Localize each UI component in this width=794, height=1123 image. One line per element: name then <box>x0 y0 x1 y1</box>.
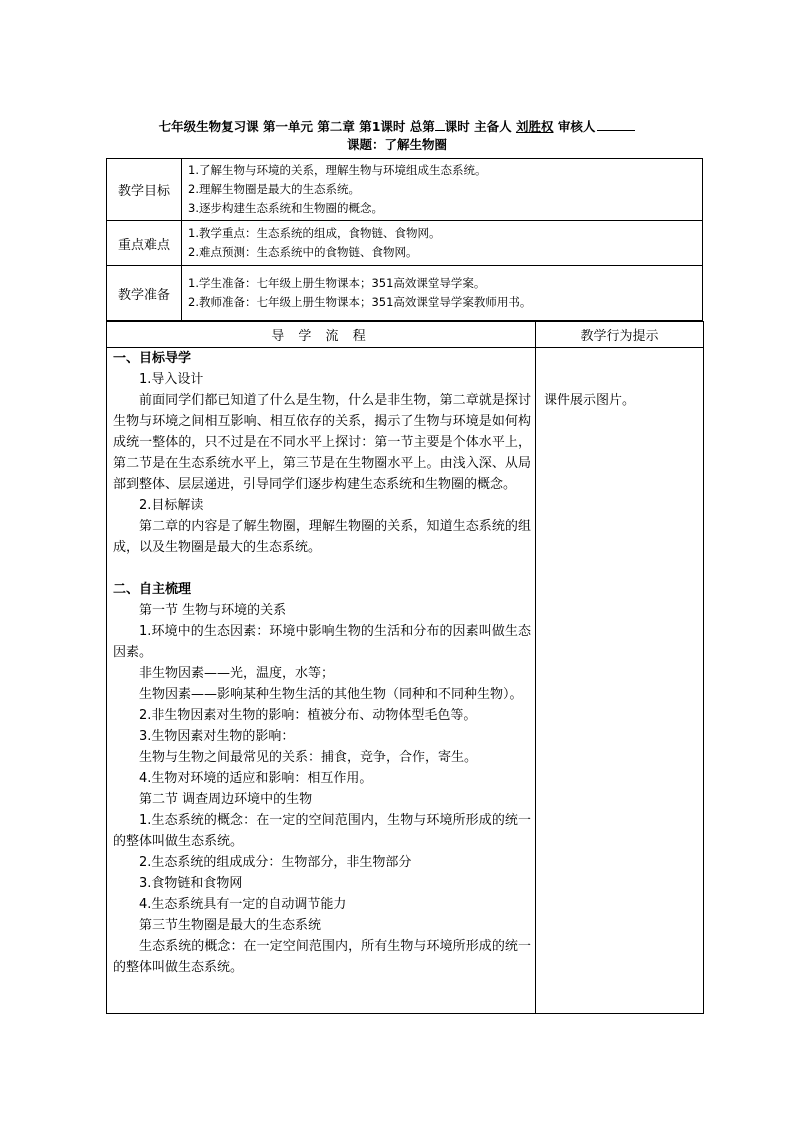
hint-content: 课件展示图片。 <box>536 348 704 1014</box>
flow-column-header: 导 学 流 程 <box>107 322 536 348</box>
hint-column-header: 教学行为提示 <box>536 322 704 348</box>
preparer-name: 刘胜权 <box>515 119 554 134</box>
subheading: 第二节 调查周边环境中的生物 <box>139 792 313 807</box>
section-title: 二、自主梳理 <box>113 582 192 597</box>
list-item: 3.食物链和食物网 <box>139 876 243 891</box>
info-label-key-points: 重点难点 <box>107 221 182 266</box>
info-label-preparation: 教学准备 <box>107 266 182 321</box>
guided-flow-table <box>106 321 704 1014</box>
document-title: 七年级生物复习课 第一单元 第二章 第1课时 总第 课时 主备人 刘胜权 审核人 <box>0 119 794 135</box>
list-item: 生物与生物之间最常见的关系：捕食，竞争，合作，寄生。 <box>139 750 478 765</box>
subheading: 第三节生物圈是最大的生态系统 <box>139 918 322 933</box>
info-content-preparation: 1.学生准备：七年级上册生物课本；351高效课堂导学案。 2.教师准备：七年级上册生物课本；351高效课堂导学案教师用书。 <box>182 266 703 321</box>
flow-content <box>107 348 536 1014</box>
list-item: 3.生物因素对生物的影响： <box>139 729 295 744</box>
list-item: 非生物因素——光，温度，水等； <box>139 666 335 681</box>
paragraph: 第二章的内容是了解生物圈，理解生物圈的关系，知道生态系统的组成，以及生物圈是最大的生态系统。 <box>113 519 531 555</box>
subheading: 第一节 生物与环境的关系 <box>139 603 287 618</box>
info-label-goals: 教学目标 <box>107 159 182 221</box>
list-item: 4.生态系统具有一定的自动调节能力 <box>139 897 347 912</box>
list-item: 2.生态系统的组成成分：生物部分，非生物部分 <box>139 855 412 870</box>
subheading: 2.目标解读 <box>139 498 204 513</box>
list-item: 1.环境中的生态因素：环境中影响生物的生活和分布的因素叫做生态因素。 <box>113 624 531 660</box>
subheading: 1.导入设计 <box>139 372 204 387</box>
list-item: 生态系统的概念：在一定空间范围内，所有生物与环境所形成的统一的整体叫做生态系统。 <box>113 939 531 975</box>
list-item: 1.生态系统的概念：在一定的空间范围内，生物与环境所形成的统一的整体叫做生态系统。 <box>113 813 531 849</box>
section-title: 一、目标导学 <box>113 351 192 366</box>
paragraph: 前面同学们都已知道了什么是生物，什么是非生物，第二章就是探讨生物与环境之间相互影响、相互依存的关系，揭示了生物与环境是如何构成统一整体的，只不过是在不同水平上探讨：第一节主要是个体水平上，第二节是在生态系统水平上，第三节是在生物圈水平上。由浅入深、从局部到整体、层层递进，引导同学们逐步构建生态系统和生物圈的概念。 <box>113 393 531 492</box>
list-item: 生物因素——影响某种生物生活的其他生物（同种和不同种生物）。 <box>139 687 523 702</box>
info-content-goals: 1.了解生物与环境的关系，理解生物与环境组成生态系统。 2.理解生物圈是最大的生态系统。 3.逐步构建生态系统和生物圈的概念。 <box>182 159 703 221</box>
info-content-key-points: 1.教学重点：生态系统的组成，食物链、食物网。 2.难点预测：生态系统中的食物链、食物网。 <box>182 221 703 266</box>
list-item: 4.生物对环境的适应和影响：相互作用。 <box>139 771 373 786</box>
lesson-info-table <box>106 158 703 321</box>
lesson-subtitle: 课题：了解生物圈 <box>346 137 447 152</box>
list-item: 2.非生物因素对生物的影响：植被分布、动物体型毛色等。 <box>139 708 477 723</box>
